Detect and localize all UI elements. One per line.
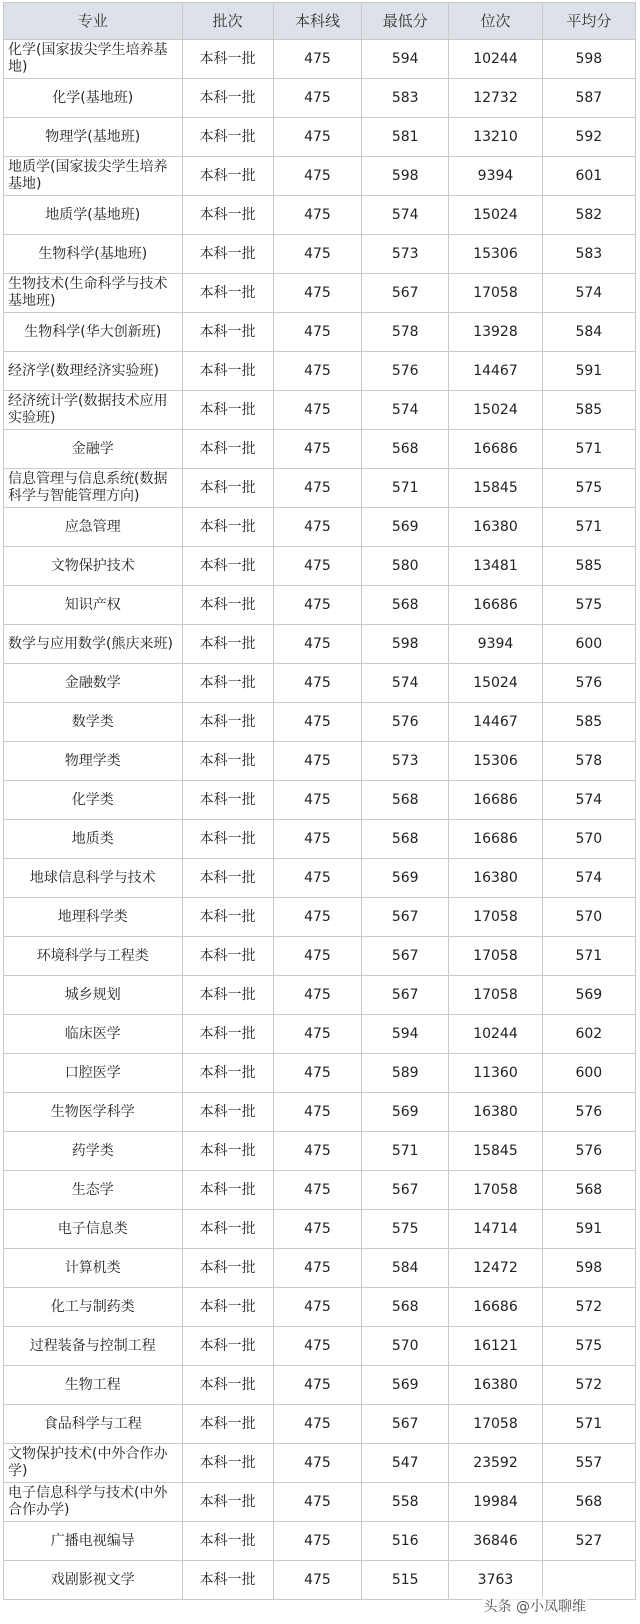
avg-score-cell: 600	[542, 625, 635, 664]
rank-cell: 17058	[449, 274, 542, 313]
major-cell: 城乡规划	[4, 976, 183, 1015]
major-cell: 计算机类	[4, 1249, 183, 1288]
table-row	[4, 235, 636, 274]
major-cell: 过程装备与控制工程	[4, 1327, 183, 1366]
batch-cell: 本科一批	[182, 976, 273, 1015]
rank-cell: 12472	[449, 1249, 542, 1288]
table-row	[4, 1327, 636, 1366]
table-row	[4, 430, 636, 469]
avg-score-cell: 570	[542, 820, 635, 859]
rank-cell: 16686	[449, 430, 542, 469]
cutoff-cell: 475	[273, 625, 361, 664]
batch-cell: 本科一批	[182, 274, 273, 313]
avg-score-cell: 585	[542, 703, 635, 742]
batch-cell: 本科一批	[182, 1444, 273, 1483]
cutoff-cell: 475	[273, 469, 361, 508]
min-score-cell: 594	[362, 1015, 449, 1054]
batch-cell: 本科一批	[182, 1327, 273, 1366]
major-cell: 数学类	[4, 703, 183, 742]
min-score-cell: 558	[362, 1483, 449, 1522]
cutoff-cell: 475	[273, 508, 361, 547]
major-cell: 文物保护技术	[4, 547, 183, 586]
min-score-cell: 571	[362, 1132, 449, 1171]
batch-cell: 本科一批	[182, 547, 273, 586]
table-row	[4, 1366, 636, 1405]
avg-score-cell: 576	[542, 1132, 635, 1171]
table-row	[4, 547, 636, 586]
table-row	[4, 1132, 636, 1171]
min-score-cell: 594	[362, 40, 449, 79]
rank-cell: 10244	[449, 40, 542, 79]
rank-cell: 16380	[449, 1366, 542, 1405]
avg-score-cell: 591	[542, 1210, 635, 1249]
cutoff-cell: 475	[273, 1483, 361, 1522]
min-score-cell: 581	[362, 118, 449, 157]
table-row	[4, 586, 636, 625]
avg-score-cell: 585	[542, 547, 635, 586]
table-row	[4, 118, 636, 157]
avg-score-cell: 592	[542, 118, 635, 157]
avg-score-cell: 572	[542, 1288, 635, 1327]
batch-cell: 本科一批	[182, 508, 273, 547]
major-cell: 物理学(基地班)	[4, 118, 183, 157]
batch-cell: 本科一批	[182, 1249, 273, 1288]
min-score-cell: 570	[362, 1327, 449, 1366]
cutoff-cell: 475	[273, 781, 361, 820]
min-score-cell: 568	[362, 781, 449, 820]
major-cell: 应急管理	[4, 508, 183, 547]
table-row	[4, 664, 636, 703]
cutoff-cell: 475	[273, 1171, 361, 1210]
header-min-score: 最低分	[362, 3, 449, 40]
table-row	[4, 469, 636, 508]
avg-score-cell: 598	[542, 40, 635, 79]
min-score-cell: 516	[362, 1522, 449, 1561]
table-row	[4, 1093, 636, 1132]
rank-cell: 10244	[449, 1015, 542, 1054]
cutoff-cell: 475	[273, 742, 361, 781]
rank-cell: 11360	[449, 1054, 542, 1093]
avg-score-cell: 576	[542, 664, 635, 703]
major-cell: 电子信息科学与技术(中外合作办学)	[4, 1483, 183, 1522]
rank-cell: 16380	[449, 508, 542, 547]
rank-cell: 23592	[449, 1444, 542, 1483]
rank-cell: 12732	[449, 79, 542, 118]
major-cell: 广播电视编导	[4, 1522, 183, 1561]
header-row	[4, 3, 636, 40]
cutoff-cell: 475	[273, 703, 361, 742]
batch-cell: 本科一批	[182, 703, 273, 742]
rank-cell: 16121	[449, 1327, 542, 1366]
table-row	[4, 1561, 636, 1600]
cutoff-cell: 475	[273, 1327, 361, 1366]
cutoff-cell: 475	[273, 1132, 361, 1171]
batch-cell: 本科一批	[182, 1054, 273, 1093]
min-score-cell: 574	[362, 196, 449, 235]
table-row	[4, 742, 636, 781]
cutoff-cell: 475	[273, 898, 361, 937]
batch-cell: 本科一批	[182, 1210, 273, 1249]
table-row	[4, 859, 636, 898]
rank-cell: 13928	[449, 313, 542, 352]
major-cell: 文物保护技术(中外合作办学)	[4, 1444, 183, 1483]
cutoff-cell: 475	[273, 1522, 361, 1561]
table-row	[4, 1054, 636, 1093]
min-score-cell: 569	[362, 1093, 449, 1132]
rank-cell: 14467	[449, 703, 542, 742]
batch-cell: 本科一批	[182, 820, 273, 859]
min-score-cell: 576	[362, 703, 449, 742]
min-score-cell: 589	[362, 1054, 449, 1093]
rank-cell: 16686	[449, 820, 542, 859]
batch-cell: 本科一批	[182, 118, 273, 157]
cutoff-cell: 475	[273, 820, 361, 859]
min-score-cell: 567	[362, 1405, 449, 1444]
rank-cell: 15024	[449, 664, 542, 703]
cutoff-cell: 475	[273, 196, 361, 235]
batch-cell: 本科一批	[182, 313, 273, 352]
batch-cell: 本科一批	[182, 1015, 273, 1054]
min-score-cell: 573	[362, 235, 449, 274]
batch-cell: 本科一批	[182, 1288, 273, 1327]
rank-cell: 15845	[449, 1132, 542, 1171]
cutoff-cell: 475	[273, 430, 361, 469]
min-score-cell: 515	[362, 1561, 449, 1600]
rank-cell: 3763	[449, 1561, 542, 1600]
major-cell: 食品科学与工程	[4, 1405, 183, 1444]
rank-cell: 15024	[449, 196, 542, 235]
avg-score-cell: 602	[542, 1015, 635, 1054]
table-row	[4, 1405, 636, 1444]
min-score-cell: 569	[362, 1366, 449, 1405]
major-cell: 戏剧影视文学	[4, 1561, 183, 1600]
cutoff-cell: 475	[273, 1405, 361, 1444]
min-score-cell: 573	[362, 742, 449, 781]
avg-score-cell: 582	[542, 196, 635, 235]
batch-cell: 本科一批	[182, 1093, 273, 1132]
batch-cell: 本科一批	[182, 1366, 273, 1405]
avg-score-cell: 572	[542, 1366, 635, 1405]
min-score-cell: 584	[362, 1249, 449, 1288]
major-cell: 化学(国家拔尖学生培养基地)	[4, 40, 183, 79]
batch-cell: 本科一批	[182, 430, 273, 469]
min-score-cell: 567	[362, 937, 449, 976]
header-cutoff-line: 本科线	[273, 3, 361, 40]
table-row	[4, 1015, 636, 1054]
avg-score-cell: 571	[542, 430, 635, 469]
avg-score-cell: 578	[542, 742, 635, 781]
major-cell: 地球信息科学与技术	[4, 859, 183, 898]
cutoff-cell: 475	[273, 118, 361, 157]
avg-score-cell: 575	[542, 469, 635, 508]
batch-cell: 本科一批	[182, 586, 273, 625]
avg-score-cell: 527	[542, 1522, 635, 1561]
major-cell: 生物医学科学	[4, 1093, 183, 1132]
rank-cell: 13210	[449, 118, 542, 157]
cutoff-cell: 475	[273, 1015, 361, 1054]
batch-cell: 本科一批	[182, 235, 273, 274]
cutoff-cell: 475	[273, 664, 361, 703]
min-score-cell: 567	[362, 274, 449, 313]
avg-score-cell: 571	[542, 1405, 635, 1444]
avg-score-cell: 601	[542, 157, 635, 196]
cutoff-cell: 475	[273, 1561, 361, 1600]
header-avg-score: 平均分	[542, 3, 635, 40]
batch-cell: 本科一批	[182, 1561, 273, 1600]
batch-cell: 本科一批	[182, 859, 273, 898]
table-row	[4, 1522, 636, 1561]
avg-score-cell: 574	[542, 274, 635, 313]
avg-score-cell: 600	[542, 1054, 635, 1093]
min-score-cell: 567	[362, 898, 449, 937]
table-header	[4, 3, 636, 40]
major-cell: 临床医学	[4, 1015, 183, 1054]
table-row	[4, 1171, 636, 1210]
min-score-cell: 567	[362, 1171, 449, 1210]
major-cell: 经济统计学(数据技术应用实验班)	[4, 391, 183, 430]
rank-cell: 17058	[449, 898, 542, 937]
avg-score-cell: 570	[542, 898, 635, 937]
avg-score-cell: 574	[542, 781, 635, 820]
major-cell: 金融学	[4, 430, 183, 469]
cutoff-cell: 475	[273, 1249, 361, 1288]
min-score-cell: 574	[362, 391, 449, 430]
rank-cell: 16686	[449, 586, 542, 625]
cutoff-cell: 475	[273, 1288, 361, 1327]
cutoff-cell: 475	[273, 1093, 361, 1132]
header-batch: 批次	[182, 3, 273, 40]
major-cell: 药学类	[4, 1132, 183, 1171]
watermark-text: 头条 @小凤聊维	[482, 1596, 588, 1616]
major-cell: 化学类	[4, 781, 183, 820]
rank-cell: 17058	[449, 1171, 542, 1210]
rank-cell: 16380	[449, 859, 542, 898]
major-cell: 信息管理与信息系统(数据科学与智能管理方向)	[4, 469, 183, 508]
avg-score-cell: 583	[542, 235, 635, 274]
rank-cell: 15845	[449, 469, 542, 508]
batch-cell: 本科一批	[182, 937, 273, 976]
rank-cell: 16686	[449, 781, 542, 820]
major-cell: 生态学	[4, 1171, 183, 1210]
cutoff-cell: 475	[273, 976, 361, 1015]
major-cell: 地理科学类	[4, 898, 183, 937]
min-score-cell: 567	[362, 976, 449, 1015]
batch-cell: 本科一批	[182, 157, 273, 196]
avg-score-cell: 574	[542, 859, 635, 898]
avg-score-cell: 557	[542, 1444, 635, 1483]
cutoff-cell: 475	[273, 235, 361, 274]
avg-score-cell: 568	[542, 1171, 635, 1210]
rank-cell: 9394	[449, 625, 542, 664]
major-cell: 地质学(国家拔尖学生培养基地)	[4, 157, 183, 196]
rank-cell: 14467	[449, 352, 542, 391]
table-body	[4, 40, 636, 1600]
rank-cell: 19984	[449, 1483, 542, 1522]
major-cell: 生物技术(生命科学与技术基地班)	[4, 274, 183, 313]
batch-cell: 本科一批	[182, 352, 273, 391]
major-cell: 化学(基地班)	[4, 79, 183, 118]
table-row	[4, 1288, 636, 1327]
table-row	[4, 1249, 636, 1288]
cutoff-cell: 475	[273, 1054, 361, 1093]
cutoff-cell: 475	[273, 157, 361, 196]
batch-cell: 本科一批	[182, 898, 273, 937]
table-row	[4, 937, 636, 976]
major-cell: 经济学(数理经济实验班)	[4, 352, 183, 391]
min-score-cell: 583	[362, 79, 449, 118]
min-score-cell: 547	[362, 1444, 449, 1483]
rank-cell: 9394	[449, 157, 542, 196]
major-cell: 化工与制药类	[4, 1288, 183, 1327]
avg-score-cell: 584	[542, 313, 635, 352]
batch-cell: 本科一批	[182, 625, 273, 664]
table-row	[4, 508, 636, 547]
cutoff-cell: 475	[273, 274, 361, 313]
avg-score-cell: 585	[542, 391, 635, 430]
table-row	[4, 313, 636, 352]
min-score-cell: 575	[362, 1210, 449, 1249]
min-score-cell: 568	[362, 430, 449, 469]
rank-cell: 14714	[449, 1210, 542, 1249]
header-major: 专业	[4, 3, 183, 40]
cutoff-cell: 475	[273, 586, 361, 625]
table-row	[4, 703, 636, 742]
min-score-cell: 571	[362, 469, 449, 508]
cutoff-cell: 475	[273, 313, 361, 352]
cutoff-cell: 475	[273, 1210, 361, 1249]
table-row	[4, 196, 636, 235]
cutoff-cell: 475	[273, 391, 361, 430]
batch-cell: 本科一批	[182, 1483, 273, 1522]
avg-score-cell: 575	[542, 1327, 635, 1366]
rank-cell: 16380	[449, 1093, 542, 1132]
batch-cell: 本科一批	[182, 742, 273, 781]
min-score-cell: 568	[362, 586, 449, 625]
rank-cell: 15024	[449, 391, 542, 430]
rank-cell: 36846	[449, 1522, 542, 1561]
cutoff-cell: 475	[273, 859, 361, 898]
min-score-cell: 569	[362, 859, 449, 898]
avg-score-cell	[542, 1561, 635, 1600]
cutoff-cell: 475	[273, 352, 361, 391]
table-row	[4, 1210, 636, 1249]
major-cell: 生物科学(华大创新班)	[4, 313, 183, 352]
min-score-cell: 578	[362, 313, 449, 352]
batch-cell: 本科一批	[182, 40, 273, 79]
min-score-cell: 568	[362, 820, 449, 859]
avg-score-cell: 576	[542, 1093, 635, 1132]
table-row	[4, 1444, 636, 1483]
major-cell: 环境科学与工程类	[4, 937, 183, 976]
table-row	[4, 157, 636, 196]
batch-cell: 本科一批	[182, 664, 273, 703]
batch-cell: 本科一批	[182, 1522, 273, 1561]
admission-scores-table	[3, 2, 636, 1600]
table-row	[4, 976, 636, 1015]
table-row	[4, 1483, 636, 1522]
rank-cell: 13481	[449, 547, 542, 586]
cutoff-cell: 475	[273, 937, 361, 976]
table-row	[4, 625, 636, 664]
min-score-cell: 569	[362, 508, 449, 547]
rank-cell: 16686	[449, 1288, 542, 1327]
major-cell: 知识产权	[4, 586, 183, 625]
table-row	[4, 352, 636, 391]
avg-score-cell: 587	[542, 79, 635, 118]
major-cell: 电子信息类	[4, 1210, 183, 1249]
batch-cell: 本科一批	[182, 1405, 273, 1444]
rank-cell: 17058	[449, 1405, 542, 1444]
avg-score-cell: 571	[542, 508, 635, 547]
table-row	[4, 898, 636, 937]
min-score-cell: 598	[362, 625, 449, 664]
major-cell: 金融数学	[4, 664, 183, 703]
min-score-cell: 580	[362, 547, 449, 586]
min-score-cell: 576	[362, 352, 449, 391]
avg-score-cell: 598	[542, 1249, 635, 1288]
batch-cell: 本科一批	[182, 391, 273, 430]
major-cell: 物理学类	[4, 742, 183, 781]
min-score-cell: 574	[362, 664, 449, 703]
cutoff-cell: 475	[273, 1444, 361, 1483]
batch-cell: 本科一批	[182, 1132, 273, 1171]
cutoff-cell: 475	[273, 1366, 361, 1405]
rank-cell: 17058	[449, 976, 542, 1015]
cutoff-cell: 475	[273, 79, 361, 118]
table-row	[4, 391, 636, 430]
avg-score-cell: 568	[542, 1483, 635, 1522]
avg-score-cell: 571	[542, 937, 635, 976]
table-row	[4, 274, 636, 313]
major-cell: 数学与应用数学(熊庆来班)	[4, 625, 183, 664]
batch-cell: 本科一批	[182, 1171, 273, 1210]
cutoff-cell: 475	[273, 40, 361, 79]
rank-cell: 15306	[449, 742, 542, 781]
avg-score-cell: 569	[542, 976, 635, 1015]
avg-score-cell: 591	[542, 352, 635, 391]
rank-cell: 15306	[449, 235, 542, 274]
major-cell: 生物科学(基地班)	[4, 235, 183, 274]
major-cell: 地质学(基地班)	[4, 196, 183, 235]
batch-cell: 本科一批	[182, 196, 273, 235]
cutoff-cell: 475	[273, 547, 361, 586]
table-row	[4, 79, 636, 118]
batch-cell: 本科一批	[182, 79, 273, 118]
header-rank: 位次	[449, 3, 542, 40]
avg-score-cell: 575	[542, 586, 635, 625]
batch-cell: 本科一批	[182, 469, 273, 508]
rank-cell: 17058	[449, 937, 542, 976]
table-row	[4, 781, 636, 820]
table-row	[4, 820, 636, 859]
major-cell: 生物工程	[4, 1366, 183, 1405]
batch-cell: 本科一批	[182, 781, 273, 820]
major-cell: 口腔医学	[4, 1054, 183, 1093]
min-score-cell: 568	[362, 1288, 449, 1327]
major-cell: 地质类	[4, 820, 183, 859]
min-score-cell: 598	[362, 157, 449, 196]
table-row	[4, 40, 636, 79]
